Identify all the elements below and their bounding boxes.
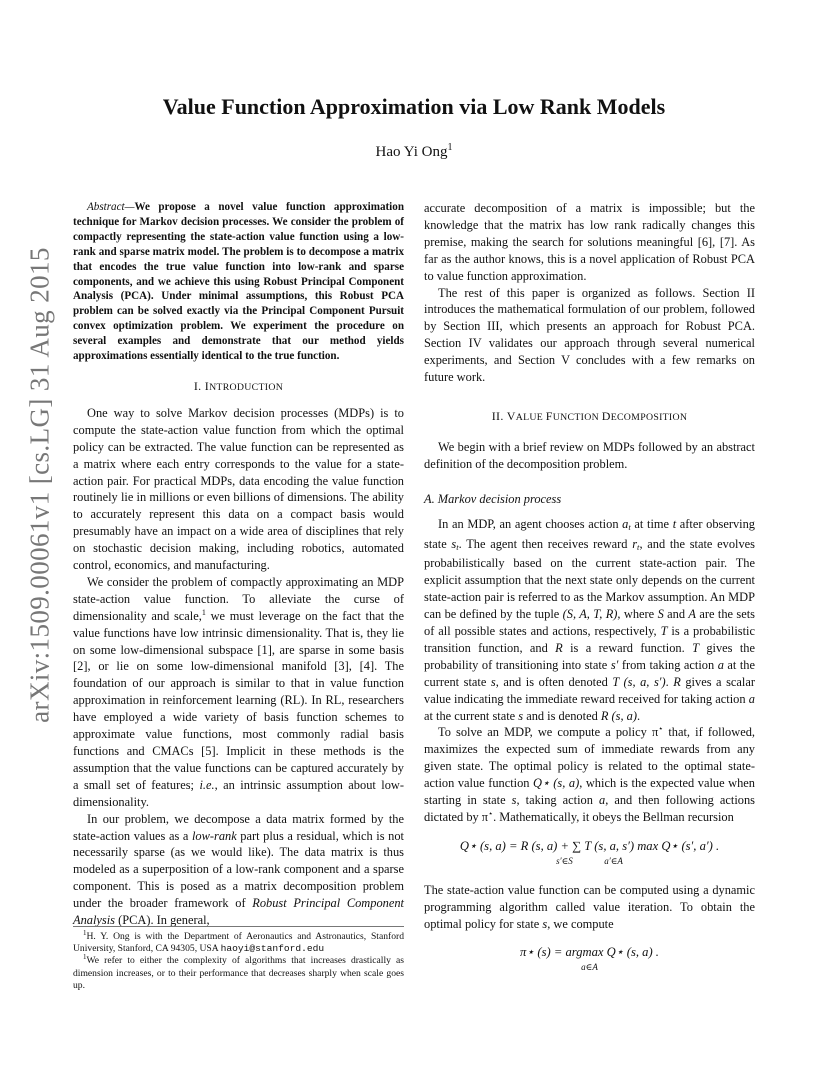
paper-title: Value Function Approximation via Low Rank Models	[162, 94, 666, 119]
section-2-heading: II. VALUE FUNCTION DECOMPOSITION	[491, 408, 688, 423]
policy-equation: π⋆ (s) = argmax Q⋆ (s, a) . a∈A	[520, 945, 659, 973]
right-column	[424, 200, 755, 988]
abstract-label: Abstract—	[87, 201, 135, 213]
section-2-intro: We begin with a brief review on MDPs followed by an abstract definition of the decomposition problem.	[424, 439, 755, 471]
mdp-paragraph-2: To solve an MDP, we compute a policy π⋆ that, if followed, maximizes the expected sum of immediate rewards from any given state. The optimal policy is related to the optimal state-action value function Q⋆ (s, a), which is the expected value when starting in state s, taking action a, and then following actions dictated by π⋆. Mathematically, it obeys the Bellman recursion	[424, 724, 756, 824]
abstract-body: We propose a novel value function approximation technique for Markov decision processes. We consider the problem of compactly representing the state-action value function using a low-rank and sparse matrix model. The problem is to decompose a matrix that encodes the true value function into low-rank and sparse components, and we achieve this using Robust Principal Component Analysis (PCA). Under minimal assumptions, this Robust PCA problem can be solved exactly via the Principal Component Pursuit convex optimization problem. We experiment the procedure on several examples and demonstrate that our method yields approximations essentially identical to the true function.	[73, 201, 404, 363]
section-1-heading: I. INTRODUCTION	[193, 378, 284, 393]
arxiv-identifier: arXiv:1509.00061v1 [cs.LG] 31 Aug 2015	[24, 247, 55, 723]
arxiv-sidebar	[18, 247, 62, 723]
footnote-curse: $^1$We refer to either the complexity of algorithms that increases drastically as dimension increases, or to their performance that decreases sharply when scale goes up.	[73, 953, 404, 991]
footnote-ref: 1	[201, 607, 206, 617]
author-footnote-mark: 1	[447, 142, 453, 153]
author-line	[0, 144, 828, 161]
abstract	[73, 200, 404, 364]
subsection-a-heading: A. Markov decision process	[424, 491, 562, 506]
intro-paragraph-3: In our problem, we decompose a data matrix formed by the state-action values as a low-rank part plus a residual, which is not necessarily sparse (as we would like). The data matrix is thus modeled as a superposition of a low-rank component and a sparse component. This is posed as a matrix decomposition problem under the broader framework of Robust Principal Component Analysis (PCA). In general,	[73, 811, 404, 928]
footnote-affiliation: $^1$H. Y. Ong is with the Department of Aeronautics and Astronautics, Stanford University, Stanford, CA 94305, USA haoyi@stanford.edu	[73, 928, 404, 955]
organization-paragraph: The rest of this paper is organized as follows. Section II introduces the mathematical formulation of our problem, followed by Section III, which presents an approach for Robust PCA. Section IV validates our approach through several numerical experiments, and Section V concludes with a few remarks on future work.	[424, 285, 755, 385]
intro-paragraph-1: One way to solve Markov decision processes (MDPs) is to compute the state-action value function from which the optimal policy can be extracted. The value function can be represented as a matrix where each entry corresponds to the value for a state-action pair. For practical MDPs, data encoding the value function routinely lie in millions or even billions of dimensions. The ability to accurately represent this data on a compact basis would presumably have an impact on a wide area of disciplines that rely on stochastic decision making, including robotics, automated control, economics, and manufacturing.	[73, 405, 404, 573]
intro-paragraph-2: We consider the problem of compactly approximating an MDP state-action value function. To alleviate the curse of dimensionality and scale,$^1$ we must leverage on the fact that the value functions have low intrinsic dimensionality. That is, they lie on some low-dimensional subspace [1], are sparse in some basis [2], or lie on some low-dimensional manifold [3], [4]. The foundation of our approach is similar to that in value function approximation in reinforcement learning (RL). In RL, researchers have employed a wide variety of basis function schemes to approximate value functions, most commonly radial basis functions and CMACs [5]. Implicit in these methods is the assumption that the value functions can be captured accurately by a small set of features; i.e., an intrinsic assumption about low-dimensionality.	[73, 574, 405, 809]
bellman-equation: Q⋆ (s, a) = R (s, a) + ∑ T (s, a, s′) max Q⋆ (s′, a′) . s′∈S a′∈A	[459, 838, 720, 866]
intro-continued: accurate decomposition of a matrix is impossible; but the knowledge that the matrix has low rank radically changes this premise, making the search for solutions meaningful [6], [7]. As far as the author knows, this is a novel application of Robust PCA to value function approximation.	[424, 201, 755, 283]
value-iteration-paragraph: The state-action value function can be computed using a dynamic programming algorithm called value iteration. To obtain the optimal policy for state s, we compute	[424, 882, 755, 931]
author-email: haoyi@stanford.edu	[220, 943, 325, 955]
footnotes	[73, 926, 404, 992]
author-name: Hao Yi Ong	[375, 144, 448, 160]
left-column	[73, 200, 404, 929]
mdp-paragraph-1: In an MDP, an agent chooses action at at time t after observing state st. The agent then receives reward rt, and the state evolves probabilistically based on the current state-action pair. The explicit assumption that the next state only depends on the current state-action pair is referred to as the Markov assumption. An MDP can be defined by the tuple (S, A, T, R), where S and A are the sets of all possible states and actions, respectively, T is a probabilistic transition function, and R is a reward function. T gives the probability of transitioning into state s′ from taking action a at the current state s, and is often denoted T (s, a, s′). R gives a scalar value indicating the immediate reward received for taking action a at the current state s and is denoted R (s, a).	[424, 516, 755, 723]
